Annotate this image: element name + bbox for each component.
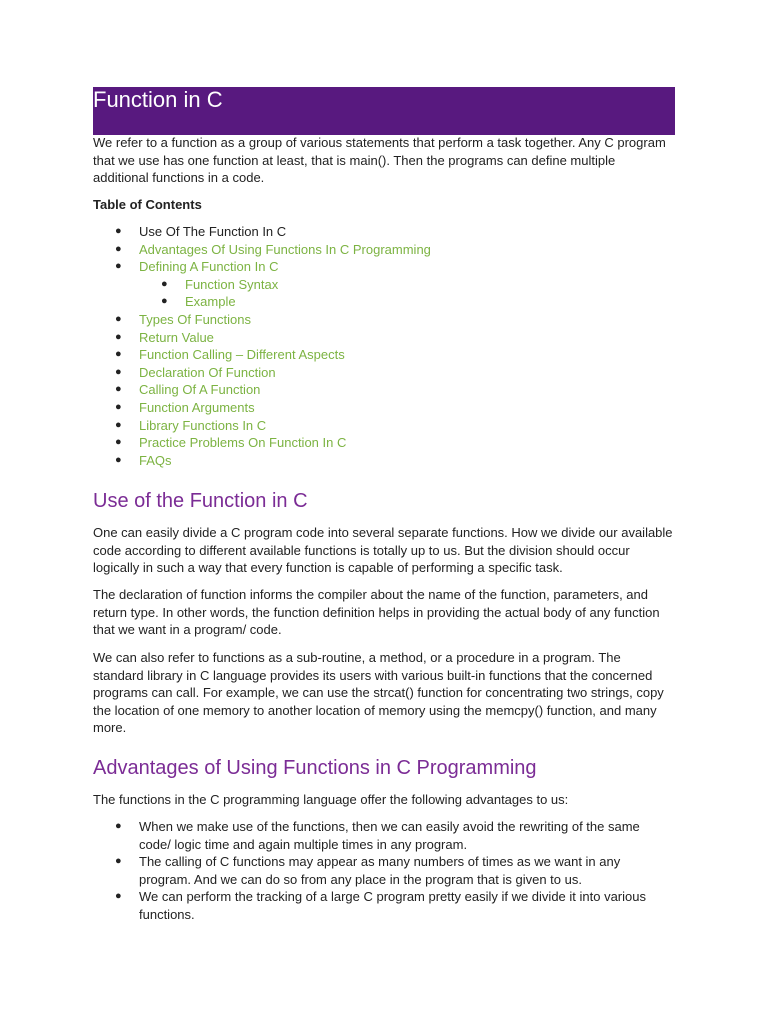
- toc-link[interactable]: Function Arguments: [139, 399, 255, 415]
- toc-item: [115, 452, 431, 470]
- toc-item: [115, 258, 431, 311]
- toc-link[interactable]: Practice Problems On Function In C: [139, 435, 347, 451]
- toc-subitem: [161, 276, 431, 294]
- toc-item: [115, 417, 431, 435]
- toc-item: [115, 399, 431, 417]
- bullet-icon: ●: [115, 453, 122, 466]
- toc-link[interactable]: Function Syntax: [185, 276, 279, 292]
- bullet-icon: ●: [115, 312, 122, 325]
- toc-link[interactable]: Example: [185, 294, 236, 310]
- intro-paragraph: We refer to a function as a group of various statements that perform a task together. Any C program that we use has one function at least, that is main(). Then the programs can define multiple additional functions in a code.: [93, 135, 666, 186]
- table-of-contents: [115, 223, 431, 469]
- toc-link[interactable]: Types Of Functions: [139, 311, 251, 327]
- toc-link[interactable]: Return Value: [139, 329, 214, 345]
- toc-item: [115, 311, 431, 329]
- bullet-icon: ●: [161, 295, 168, 308]
- list-item-text: The calling of C functions may appear as many numbers of times as we want in any program. And we can do so from any place in the program that is given to us.: [139, 854, 621, 887]
- toc-item: [115, 434, 431, 452]
- bullet-icon: ●: [115, 242, 122, 255]
- list-item: [115, 818, 674, 853]
- list-item-text: When we make use of the functions, then we can easily avoid the rewriting of the same code/ logic time and again multiple times in any program.: [139, 819, 640, 852]
- bullet-icon: ●: [115, 436, 122, 449]
- bullet-icon: ●: [115, 820, 122, 832]
- bullet-icon: ●: [115, 348, 122, 361]
- toc-link[interactable]: Library Functions In C: [139, 417, 267, 433]
- bullet-icon: ●: [115, 330, 122, 343]
- advantages-list: [115, 818, 674, 924]
- toc-item: [115, 223, 431, 241]
- paragraph: The functions in the C programming language offer the following advantages to us:: [93, 792, 569, 807]
- list-item: [115, 853, 674, 888]
- bullet-icon: ●: [115, 890, 122, 903]
- toc-item-label: Use Of The Function In C: [139, 224, 287, 239]
- toc-item: [115, 364, 431, 382]
- list-item: [115, 888, 674, 923]
- toc-link[interactable]: Defining A Function In C: [139, 259, 279, 275]
- title-banner: [93, 87, 675, 135]
- section-heading-use: Use of the Function in C: [93, 490, 308, 512]
- bullet-icon: ●: [161, 277, 168, 290]
- bullet-icon: ●: [115, 225, 122, 237]
- toc-link[interactable]: Calling Of A Function: [139, 382, 261, 398]
- paragraph: One can easily divide a C program code into several separate functions. How we divide our available code according to different available functions is totally up to us. But the division should occur logically in such a way that every function is capable of performing a specific task.: [93, 525, 673, 576]
- bullet-icon: ●: [115, 855, 122, 868]
- list-item-text: We can perform the tracking of a large C program pretty easily if we divide it into various functions.: [139, 889, 646, 922]
- toc-link[interactable]: FAQs: [139, 452, 172, 468]
- toc-link[interactable]: Declaration Of Function: [139, 364, 276, 380]
- toc-item: [115, 381, 431, 399]
- section-heading-advantages: Advantages of Using Functions in C Programming: [93, 757, 537, 779]
- toc-link[interactable]: Function Calling – Different Aspects: [139, 347, 345, 363]
- toc-subitem: [161, 293, 431, 311]
- bullet-icon: ●: [115, 260, 122, 273]
- paragraph: We can also refer to functions as a sub-routine, a method, or a procedure in a program. The standard library in C language provides its users with various built-in functions that the concerned programs can call. For example, we can use the strcat() function for concentrating two strings, copy the location of one memory to another location of memory using the memcpy() function, and many more.: [93, 650, 664, 736]
- bullet-icon: ●: [115, 365, 122, 378]
- toc-sublist: [161, 276, 431, 311]
- bullet-icon: ●: [115, 400, 122, 413]
- bullet-icon: ●: [115, 418, 122, 431]
- bullet-icon: ●: [115, 383, 122, 396]
- toc-item: [115, 329, 431, 347]
- paragraph: The declaration of function informs the compiler about the name of the function, parameters, and return type. In other words, the function definition helps in providing the actual body of any function that we want in a program/ code.: [93, 587, 660, 638]
- toc-link[interactable]: Advantages Of Using Functions In C Programming: [139, 241, 431, 257]
- toc-item: [115, 346, 431, 364]
- page-title: Function in C: [93, 87, 223, 112]
- toc-item: [115, 241, 431, 259]
- toc-heading: Table of Contents: [93, 197, 202, 212]
